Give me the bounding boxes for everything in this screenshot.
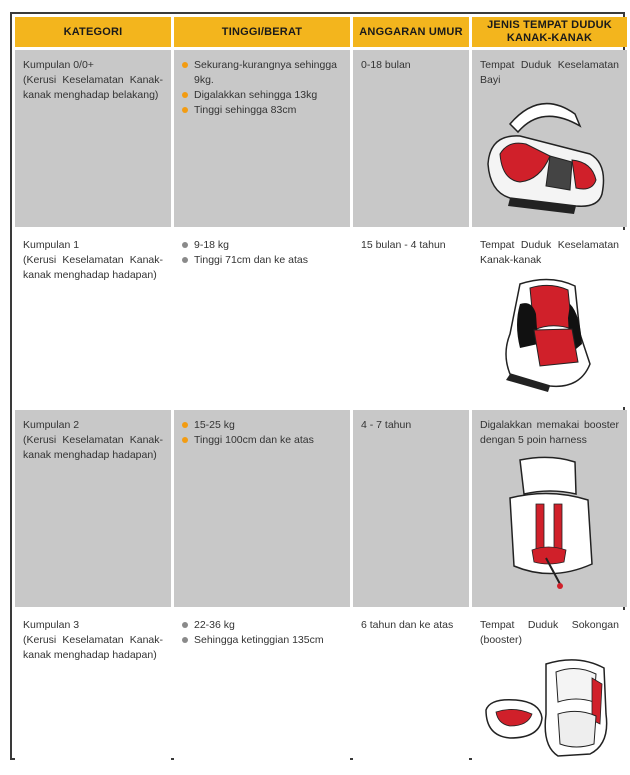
category-detail: (Kerusi Keselamatan Kanak-kanak menghadap belakang) [23,74,163,101]
header-anggaran-umur: ANGGARAN UMUR [353,17,469,47]
table-row [15,50,627,227]
seat-type: Tempat Duduk Keselamatan Kanak-kanak [480,239,619,266]
header-jenis: JENIS TEMPAT DUDUK KANAK-KANAK [472,17,627,47]
category-cell [15,410,171,607]
category-detail: (Kerusi Keselamatan Kanak-kanak menghadap hadapan) [23,434,163,461]
spec-item: Tinggi 100cm dan ke atas [182,433,342,448]
seat-cell [472,610,627,772]
category-detail: (Kerusi Keselamatan Kanak-kanak menghadap hadapan) [23,634,163,661]
category-name: Kumpulan 1 [23,239,80,251]
specs-cell [174,230,350,407]
table-row [15,230,627,407]
bullet-icon [182,422,188,428]
bullet-icon [182,637,188,643]
category-name: Kumpulan 3 [23,619,80,631]
bullet-icon [182,107,188,113]
bullet-icon [182,257,188,263]
spec-item: Digalakkan sehingga 13kg [182,88,342,103]
bullet-icon [182,622,188,628]
spec-item: Sehingga ketinggian 135cm [182,633,342,648]
category-cell [15,610,171,772]
bullet-icon [182,62,188,68]
spec-item: Tinggi 71cm dan ke atas [182,253,342,268]
table-row [15,410,627,607]
seat-cell [472,230,627,407]
seat-cell [472,410,627,607]
specs-cell [174,610,350,772]
header-kategori: KATEGORI [15,17,171,47]
child-seat-icon [480,274,619,399]
harness-booster-icon [480,454,619,599]
seat-type: Digalakkan memakai booster dengan 5 poin harness [480,419,619,446]
age-cell: 0-18 bulan [353,50,469,227]
header-tinggi-berat: TINGGI/BERAT [174,17,350,47]
spec-item: 22-36 kg [182,618,342,633]
specs-cell [174,410,350,607]
seat-type: Tempat Duduk Keselamatan Bayi [480,59,619,86]
age-cell: 15 bulan - 4 tahun [353,230,469,407]
bullet-icon [182,437,188,443]
table-row [15,610,627,772]
car-seat-table [12,14,630,775]
category-name: Kumpulan 2 [23,419,80,431]
bullet-icon [182,242,188,248]
specs-cell [174,50,350,227]
category-detail: (Kerusi Keselamatan Kanak-kanak menghadap hadapan) [23,254,163,281]
booster-seat-icon [480,654,619,764]
spec-item: 15-25 kg [182,418,342,433]
age-cell: 6 tahun dan ke atas [353,610,469,772]
category-name: Kumpulan 0/0+ [23,59,94,71]
infant-carrier-icon [480,94,619,219]
spec-item: Tinggi sehingga 83cm [182,103,342,118]
seat-cell [472,50,627,227]
spec-item: Sekurang-kurangnya sehingga 9kg. [182,58,342,88]
age-cell: 4 - 7 tahun [353,410,469,607]
spec-item: 9-18 kg [182,238,342,253]
category-cell [15,50,171,227]
header-row [15,17,627,47]
bullet-icon [182,92,188,98]
seat-type: Tempat Duduk Sokongan (booster) [480,619,619,646]
category-cell [15,230,171,407]
